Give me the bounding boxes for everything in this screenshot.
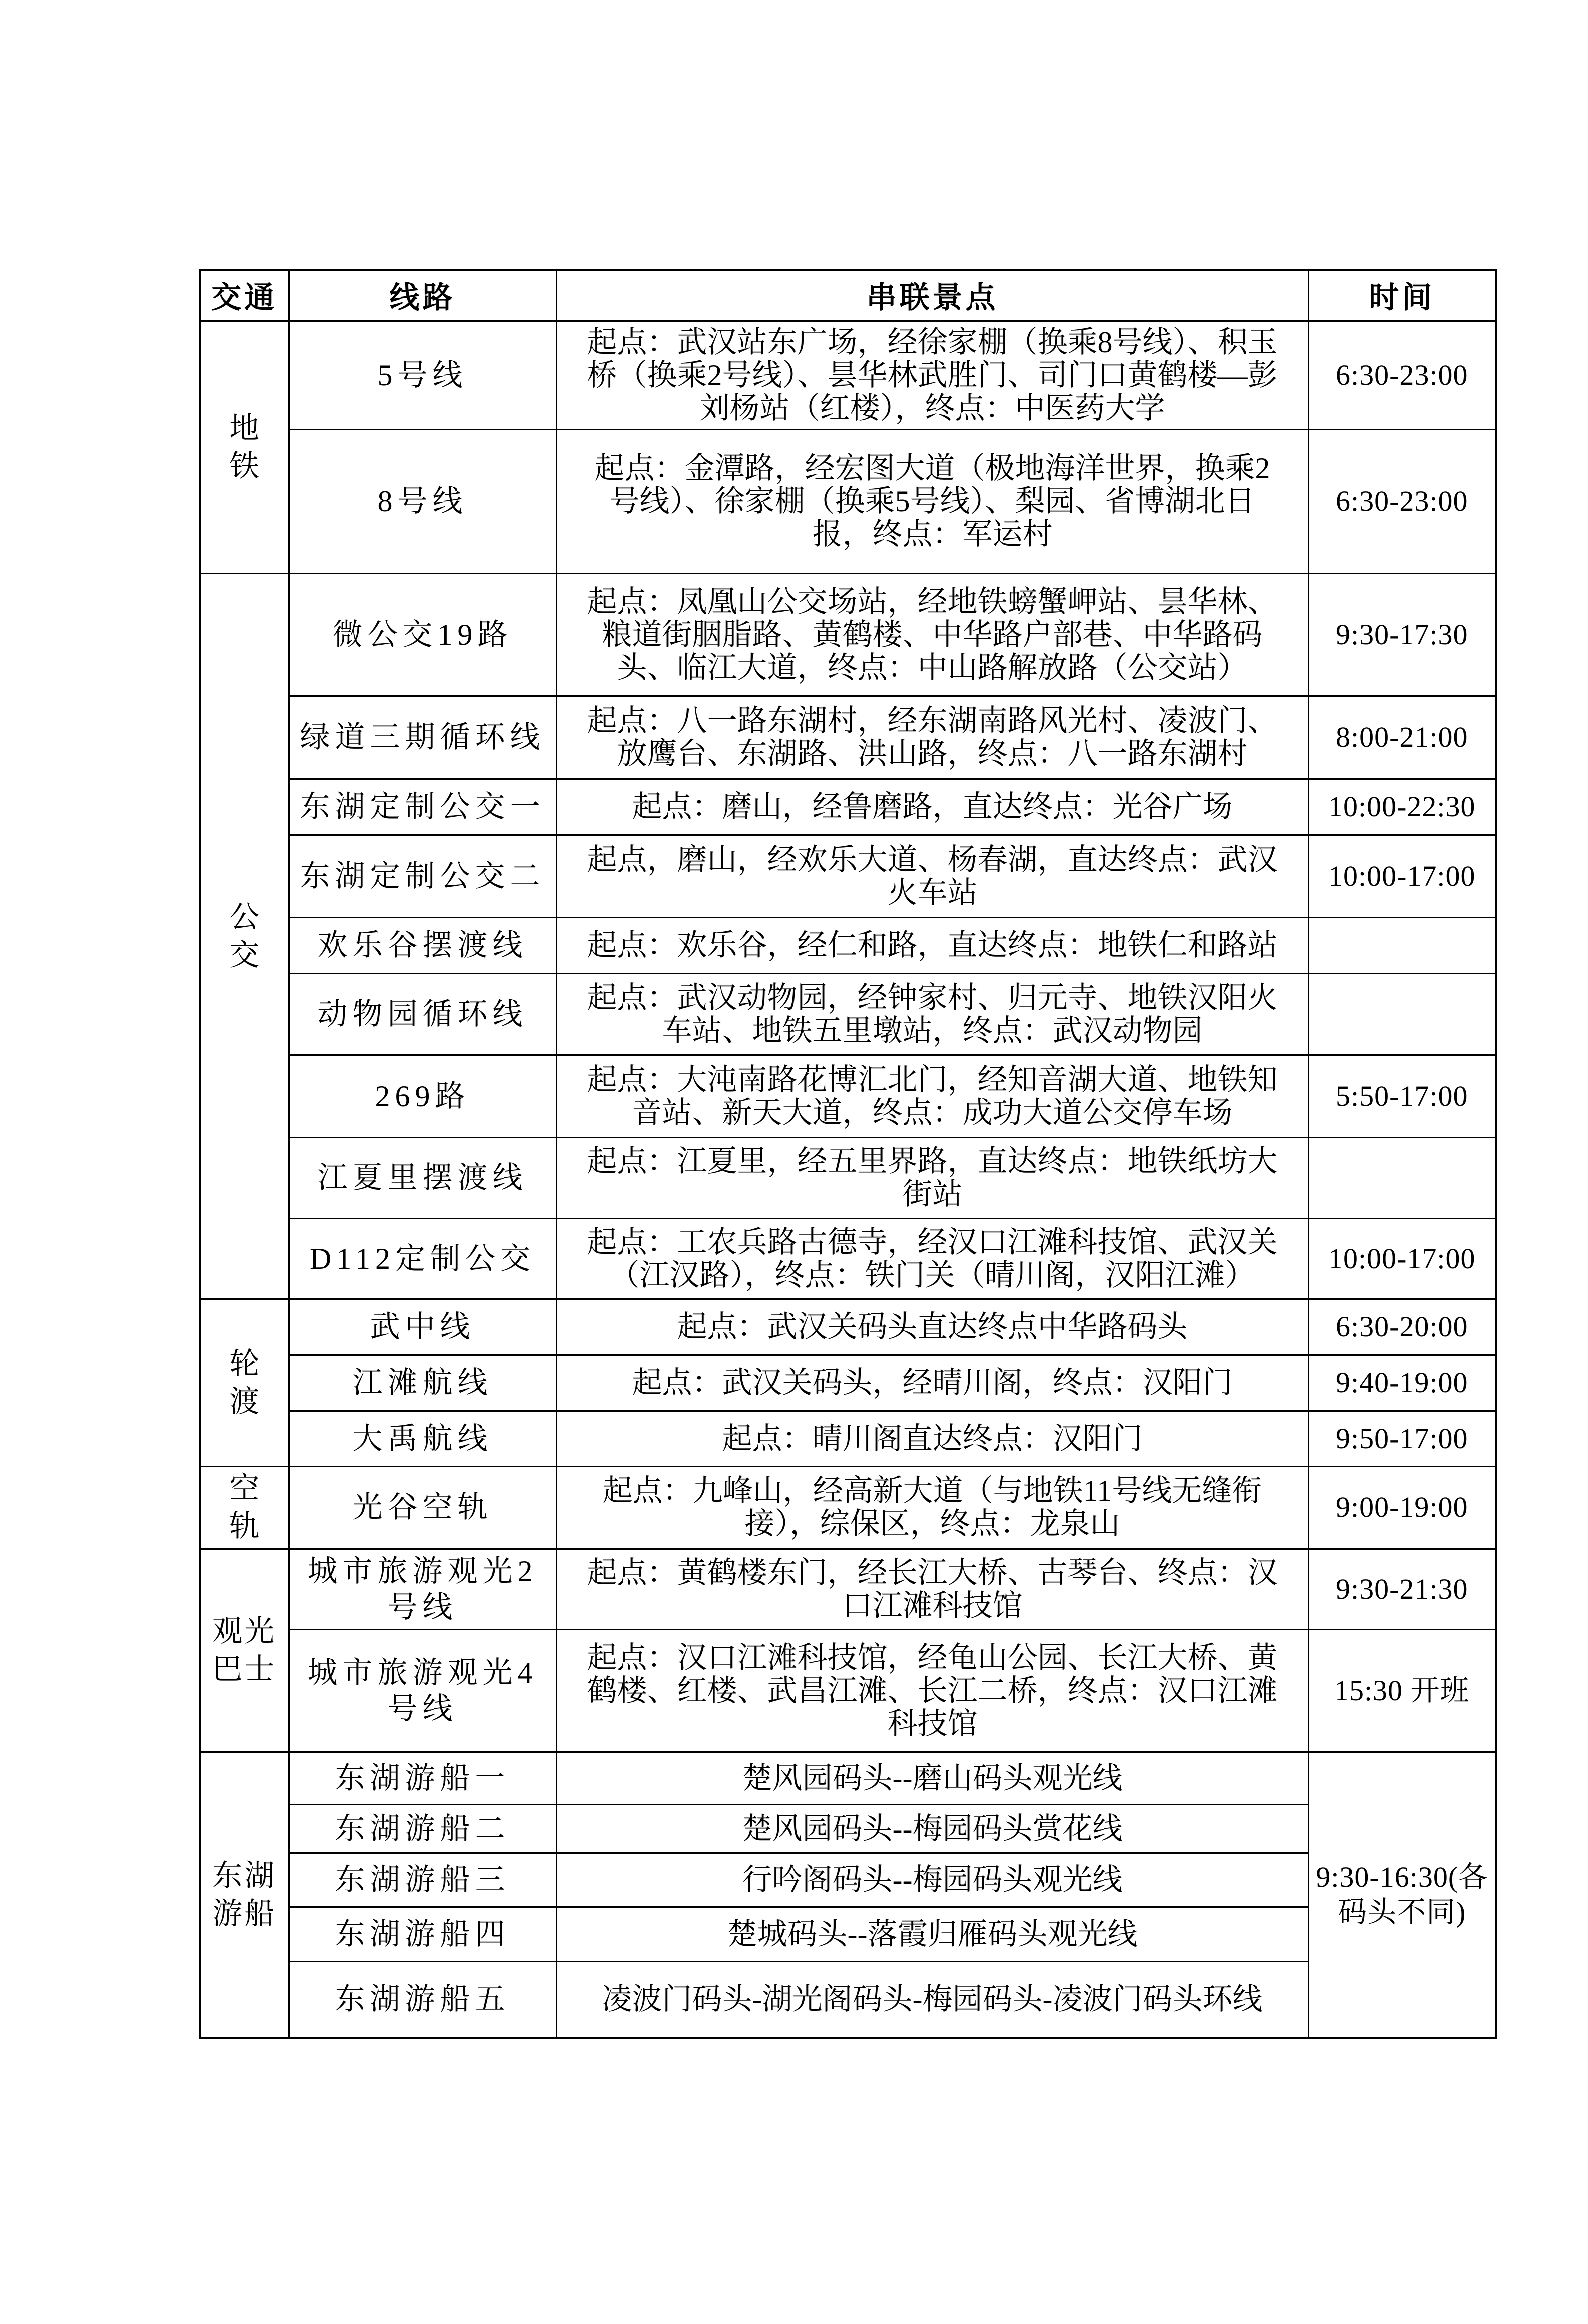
stops-cell: 起点：凤凰山公交场站，经地铁螃蟹岬站、昙华林、粮道街胭脂路、黄鹤楼、中华路户部巷、中华路码头、临江大道，终点：中山路解放路（公交站） <box>556 573 1308 696</box>
table-row <box>200 835 1496 917</box>
table-row <box>200 1752 1496 1804</box>
table-row <box>200 1961 1496 2038</box>
time-cell <box>1308 917 1496 973</box>
time-cell: 9:00-19:00 <box>1308 1466 1496 1548</box>
table-row <box>200 779 1496 835</box>
route-cell: D112定制公交 <box>289 1218 556 1299</box>
route-cell: 江夏里摆渡线 <box>289 1137 556 1218</box>
time-cell: 10:00-22:30 <box>1308 779 1496 835</box>
route-cell: 城市旅游观光4号线 <box>289 1629 556 1752</box>
stops-cell: 凌波门码头-湖光阁码头-梅园码头-凌波门码头环线 <box>556 1961 1308 2038</box>
route-cell: 武中线 <box>289 1299 556 1355</box>
route-cell: 东湖定制公交二 <box>289 835 556 917</box>
stops-cell: 起点：晴川阁直达终点：汉阳门 <box>556 1411 1308 1466</box>
header-cell-time: 时间 <box>1308 270 1496 321</box>
route-cell: 欢乐谷摆渡线 <box>289 917 556 973</box>
table-row <box>200 1853 1496 1907</box>
table-row <box>200 917 1496 973</box>
section-label-text: 公交 <box>229 901 260 972</box>
stops-cell: 楚风园码头--磨山码头观光线 <box>556 1752 1308 1804</box>
section-label-donghu-cruise <box>200 1752 289 2038</box>
section-label-text: 观光巴士 <box>212 1615 277 1686</box>
time-cell <box>1308 1137 1496 1218</box>
stops-cell: 起点：欢乐谷，经仁和路，直达终点：地铁仁和路站 <box>556 917 1308 973</box>
table-row <box>200 1055 1496 1137</box>
section-label-ferry <box>200 1299 289 1466</box>
table-row <box>200 1137 1496 1218</box>
table-row <box>200 1299 1496 1355</box>
route-cell: 269路 <box>289 1055 556 1137</box>
time-cell: 6:30-20:00 <box>1308 1299 1496 1355</box>
header-cell-stops: 串联景点 <box>556 270 1308 321</box>
route-cell: 东湖游船二 <box>289 1804 556 1853</box>
route-cell: 东湖游船三 <box>289 1853 556 1907</box>
time-cell-merged: 9:30-16:30(各码头不同) <box>1308 1752 1496 2038</box>
table-row <box>200 1411 1496 1466</box>
route-cell: 东湖游船五 <box>289 1961 556 2038</box>
transport-schedule-table <box>199 269 1497 2039</box>
stops-cell: 起点：汉口江滩科技馆，经龟山公园、长江大桥、黄鹤楼、红楼、武昌江滩、长江二桥，终点：汉口江滩科技馆 <box>556 1629 1308 1752</box>
stops-cell: 起点，磨山，经欢乐大道、杨春湖，直达终点：武汉火车站 <box>556 835 1308 917</box>
table-row <box>200 321 1496 429</box>
stops-cell: 起点：工农兵路古德寺，经汉口江滩科技馆、武汉关（江汉路），终点：铁门关（晴川阁，汉阳江滩） <box>556 1218 1308 1299</box>
table-row <box>200 429 1496 573</box>
stops-cell: 起点：大沌南路花博汇北门，经知音湖大道、地铁知音站、新天大道，终点：成功大道公交停车场 <box>556 1055 1308 1137</box>
time-cell: 6:30-23:00 <box>1308 429 1496 573</box>
route-cell: 8号线 <box>289 429 556 573</box>
table-row <box>200 1804 1496 1853</box>
table-row <box>200 1218 1496 1299</box>
table-row <box>200 696 1496 779</box>
route-cell: 大禹航线 <box>289 1411 556 1466</box>
time-cell: 10:00-17:00 <box>1308 1218 1496 1299</box>
header-cell-transport: 交通 <box>200 270 289 321</box>
time-cell: 5:50-17:00 <box>1308 1055 1496 1137</box>
section-label-bus <box>200 573 289 1299</box>
stops-cell: 起点：武汉关码头直达终点中华路码头 <box>556 1299 1308 1355</box>
stops-cell: 起点：磨山，经鲁磨路，直达终点：光谷广场 <box>556 779 1308 835</box>
stops-cell: 起点：武汉站东广场，经徐家棚（换乘8号线）、积玉桥（换乘2号线）、昙华林武胜门、司门口黄鹤楼—彭刘杨站（红楼），终点：中医药大学 <box>556 321 1308 429</box>
table-row <box>200 1629 1496 1752</box>
stops-cell: 起点：金潭路，经宏图大道（极地海洋世界，换乘2号线）、徐家棚（换乘5号线）、梨园、省博湖北日报，终点：军运村 <box>556 429 1308 573</box>
time-cell: 6:30-23:00 <box>1308 321 1496 429</box>
section-label-metro <box>200 321 289 573</box>
time-cell: 9:30-21:30 <box>1308 1548 1496 1629</box>
stops-cell: 楚城码头--落霞归雁码头观光线 <box>556 1907 1308 1961</box>
time-cell: 9:50-17:00 <box>1308 1411 1496 1466</box>
header-row <box>200 270 1496 321</box>
table-row <box>200 1355 1496 1411</box>
time-cell: 15:30 开班 <box>1308 1629 1496 1752</box>
route-cell: 东湖游船四 <box>289 1907 556 1961</box>
stops-cell: 起点：武汉动物园，经钟家村、归元寺、地铁汉阳火车站、地铁五里墩站，终点：武汉动物园 <box>556 973 1308 1055</box>
section-label-text: 东湖游船 <box>212 1859 277 1930</box>
route-cell: 城市旅游观光2号线 <box>289 1548 556 1629</box>
route-cell: 5号线 <box>289 321 556 429</box>
table-row <box>200 1466 1496 1548</box>
table-row <box>200 973 1496 1055</box>
table-row <box>200 1907 1496 1961</box>
route-cell: 光谷空轨 <box>289 1466 556 1548</box>
table-row <box>200 1548 1496 1629</box>
section-label-skyrail <box>200 1466 289 1548</box>
route-cell: 微公交19路 <box>289 573 556 696</box>
section-label-text: 轮渡 <box>229 1347 260 1418</box>
stops-cell: 起点：黄鹤楼东门，经长江大桥、古琴台、终点：汉口江滩科技馆 <box>556 1548 1308 1629</box>
stops-cell: 楚风园码头--梅园码头赏花线 <box>556 1804 1308 1853</box>
time-cell <box>1308 973 1496 1055</box>
time-cell: 9:30-17:30 <box>1308 573 1496 696</box>
time-cell: 10:00-17:00 <box>1308 835 1496 917</box>
section-label-text: 地铁 <box>229 411 260 483</box>
route-cell: 绿道三期循环线 <box>289 696 556 779</box>
section-label-text: 空轨 <box>229 1472 260 1543</box>
stops-cell: 起点：八一路东湖村，经东湖南路风光村、凌波门、放鹰台、东湖路、洪山路，终点：八一路东湖村 <box>556 696 1308 779</box>
route-cell: 东湖游船一 <box>289 1752 556 1804</box>
route-cell: 江滩航线 <box>289 1355 556 1411</box>
stops-cell: 起点：九峰山，经高新大道（与地铁11号线无缝衔接），综保区，终点：龙泉山 <box>556 1466 1308 1548</box>
header-cell-route: 线路 <box>289 270 556 321</box>
stops-cell: 行吟阁码头--梅园码头观光线 <box>556 1853 1308 1907</box>
time-cell: 9:40-19:00 <box>1308 1355 1496 1411</box>
section-label-sightseeing-bus <box>200 1548 289 1752</box>
route-cell: 东湖定制公交一 <box>289 779 556 835</box>
time-cell: 8:00-21:00 <box>1308 696 1496 779</box>
route-cell: 动物园循环线 <box>289 973 556 1055</box>
stops-cell: 起点：武汉关码头，经晴川阁，终点：汉阳门 <box>556 1355 1308 1411</box>
stops-cell: 起点：江夏里，经五里界路，直达终点：地铁纸坊大街站 <box>556 1137 1308 1218</box>
table-row <box>200 573 1496 696</box>
